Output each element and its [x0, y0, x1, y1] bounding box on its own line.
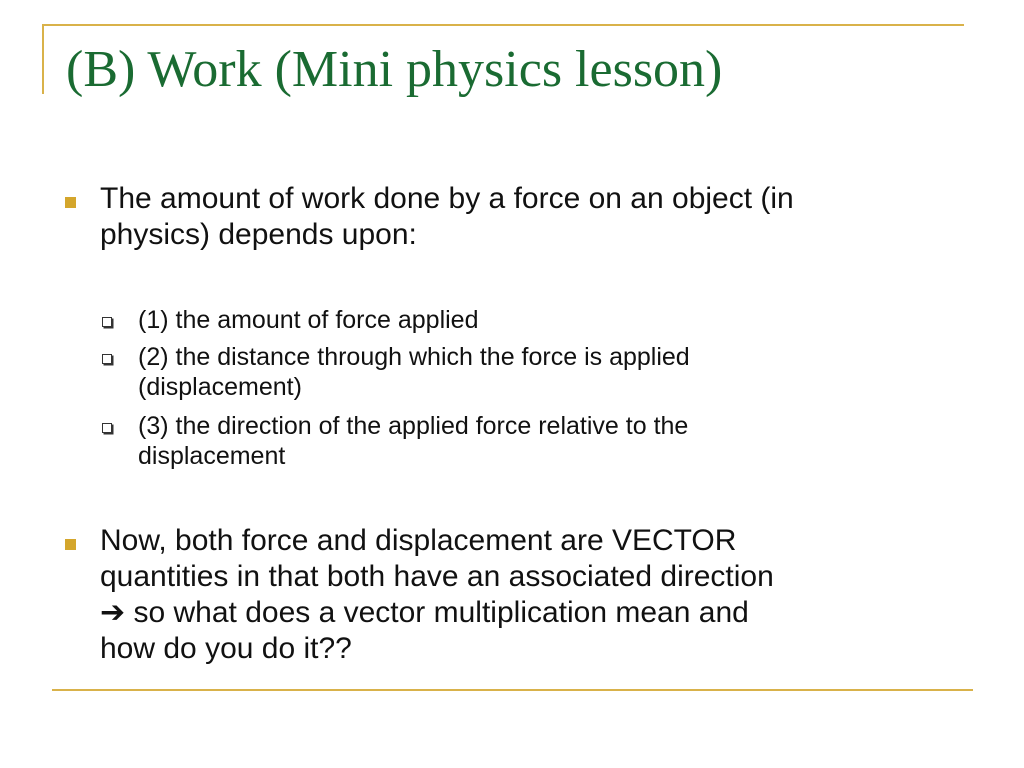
box-bullet-icon	[102, 423, 112, 433]
subbullet-line: (displacement)	[138, 373, 302, 401]
bullet-line: physics) depends upon:	[100, 218, 417, 251]
bullet-line-text: so what does a vector multiplication mean and	[125, 596, 749, 629]
bullet-line: The amount of work done by a force on an object (in	[100, 182, 794, 215]
box-bullet-icon	[102, 354, 112, 364]
gold-square-bullet-icon	[65, 197, 76, 208]
frame-left-rule	[42, 24, 44, 94]
bullet-line	[100, 595, 980, 631]
bullet-vector-quantities	[100, 523, 980, 667]
subbullet-line: (1) the amount of force applied	[138, 306, 479, 334]
subbullet-distance	[138, 342, 958, 402]
frame-bottom-rule	[52, 689, 973, 691]
slide-title: (B) Work (Mini physics lesson)	[66, 41, 723, 98]
gold-square-bullet-icon	[65, 539, 76, 550]
bullet-work-depends	[100, 181, 980, 253]
subbullet-force-amount	[138, 305, 958, 335]
subbullet-line: (3) the direction of the applied force relative to the	[138, 412, 689, 440]
right-arrow-icon: ➔	[100, 595, 126, 630]
box-bullet-icon	[102, 317, 112, 327]
subbullet-direction	[138, 411, 958, 471]
bullet-line: how do you do it??	[100, 632, 352, 665]
subbullet-line: displacement	[138, 442, 286, 470]
bullet-line: Now, both force and displacement are VECTOR	[100, 524, 737, 557]
bullet-line: quantities in that both have an associated direction	[100, 560, 774, 593]
subbullet-line: (2) the distance through which the force is applied	[138, 343, 690, 371]
frame-top-rule	[42, 24, 964, 26]
